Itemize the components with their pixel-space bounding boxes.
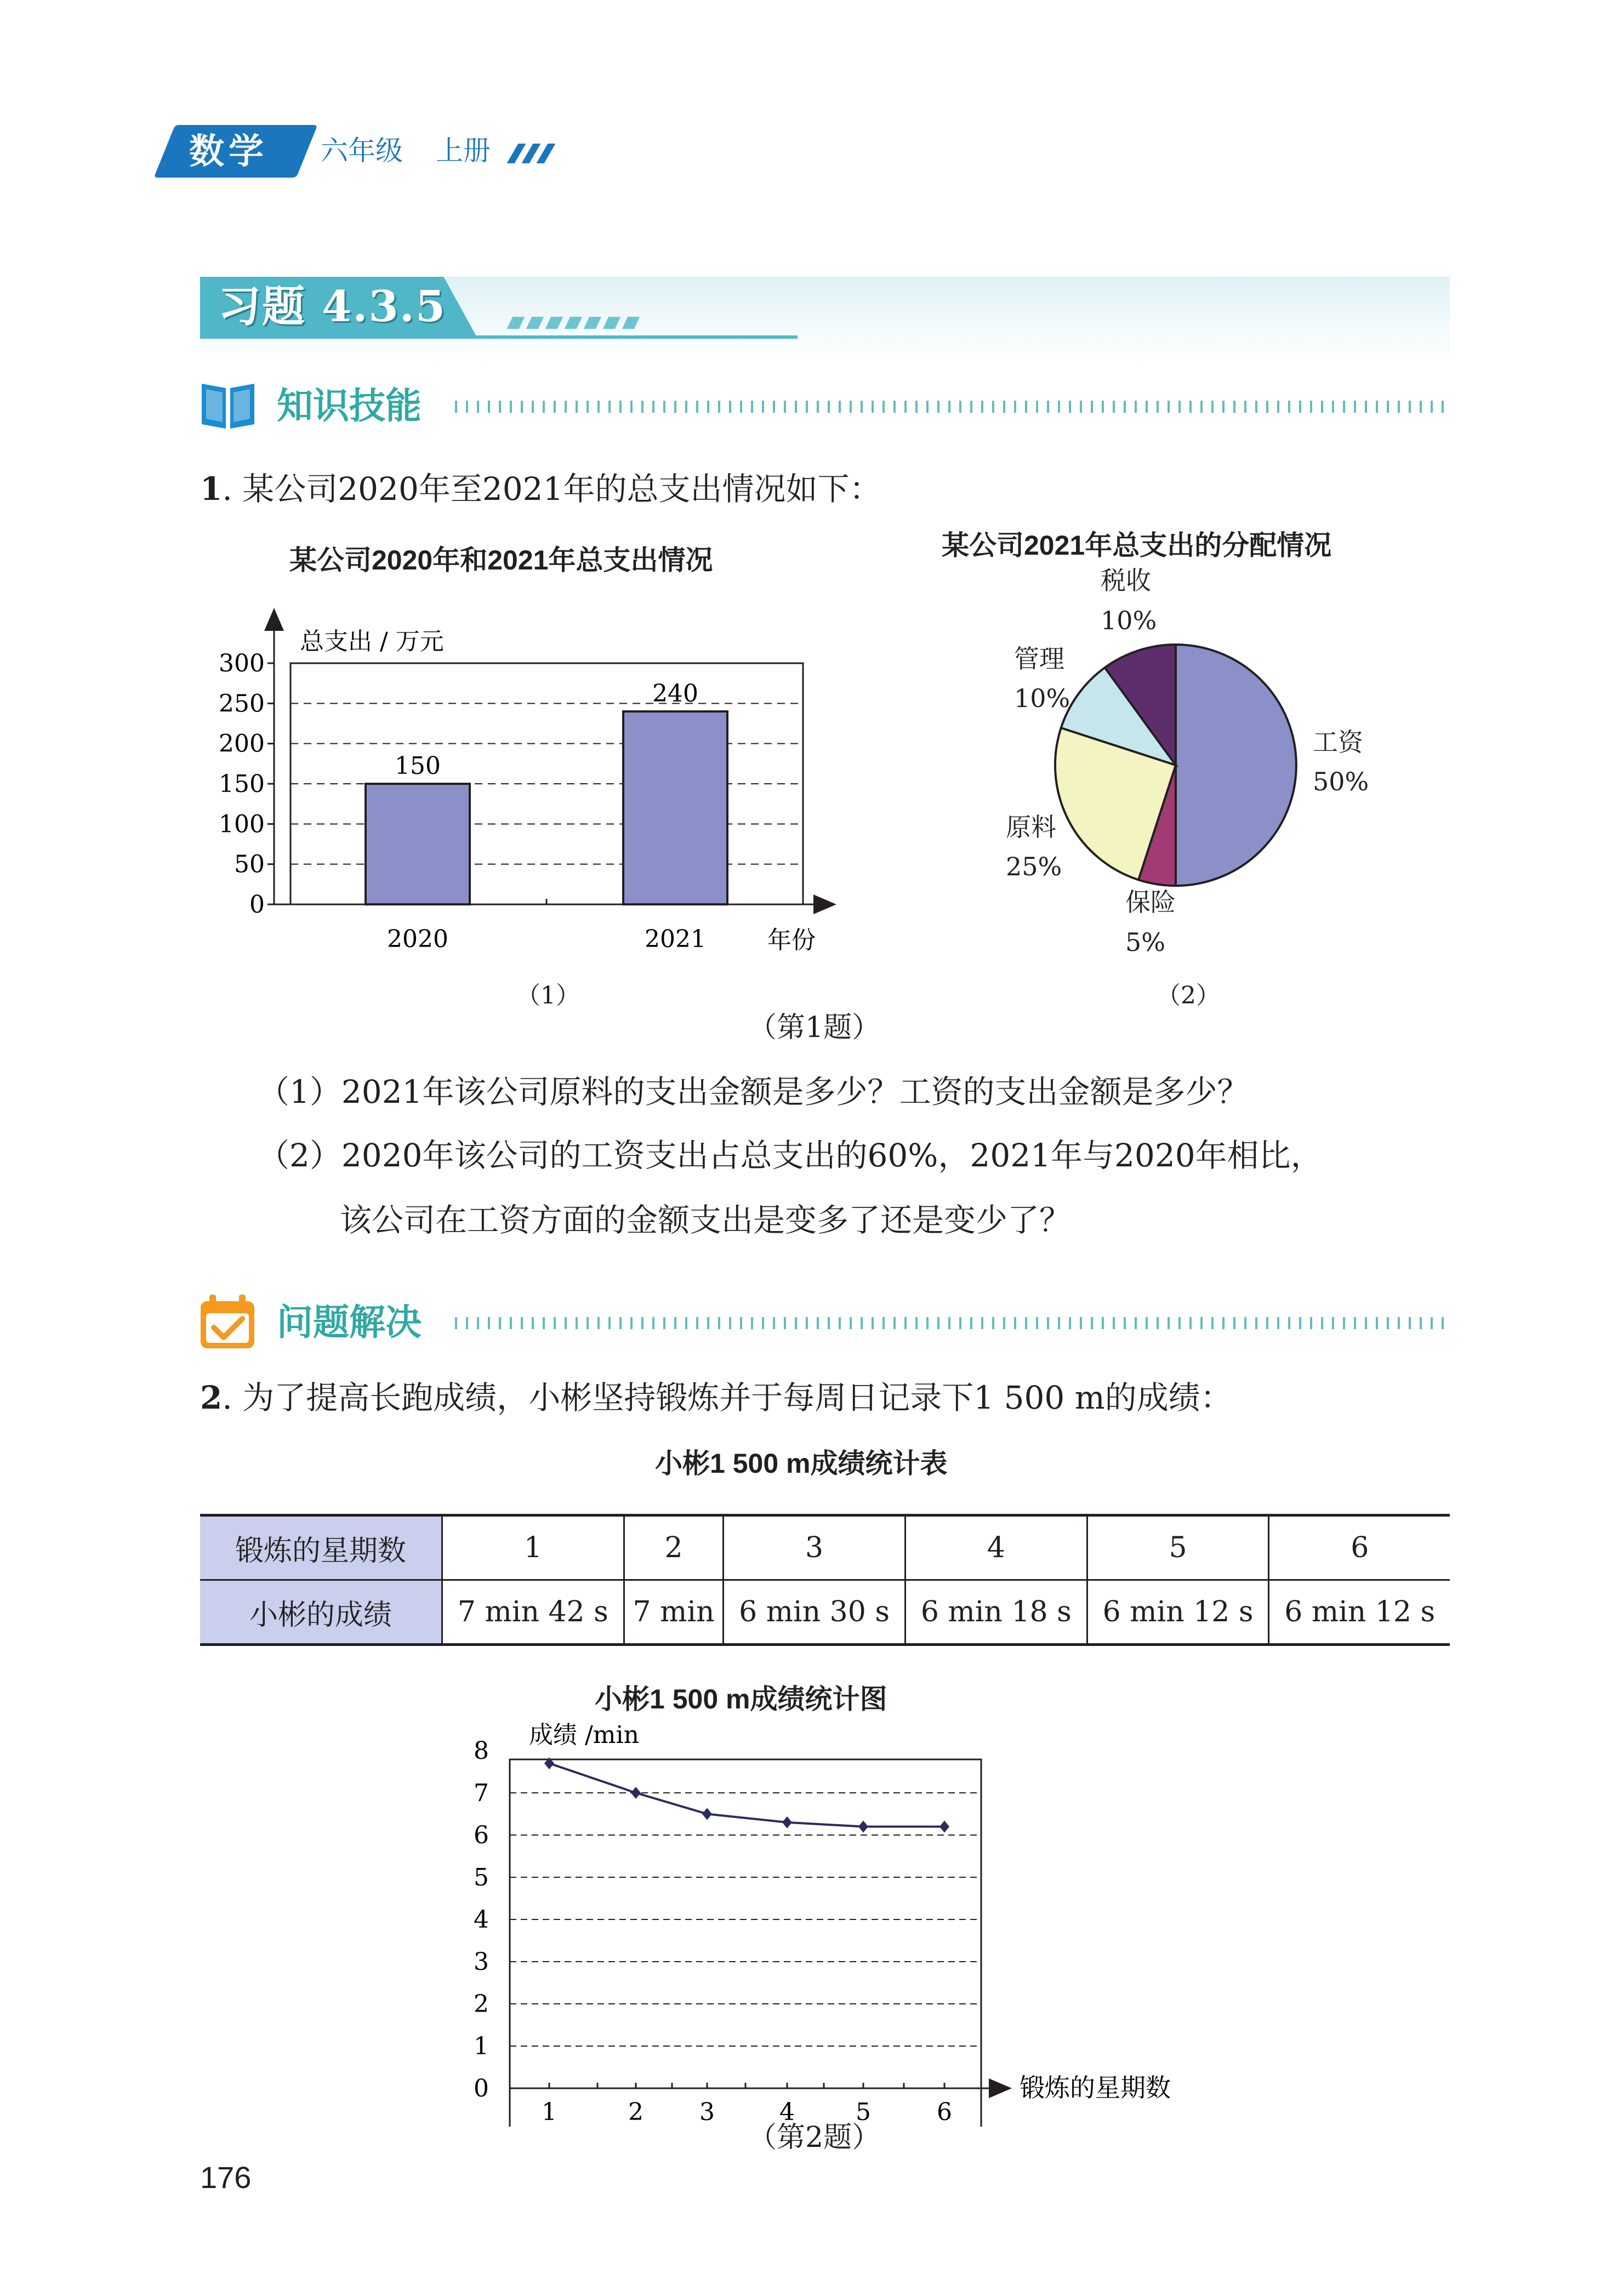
pie-chart-caption: （2）: [1157, 982, 1220, 1010]
table-cell: 4: [905, 1516, 1087, 1580]
problem-1-text: 某公司2020年至2021年的总支出情况如下：: [242, 470, 881, 508]
line-y-tick-label: 6: [474, 1821, 489, 1849]
book-icon: [198, 378, 258, 433]
pie-percent-insurance: 5%: [1125, 927, 1165, 957]
bar: [366, 784, 470, 904]
table-cell: 6 min 12 s: [1087, 1580, 1269, 1645]
line-chart-y-label: 成绩 /min: [529, 1721, 639, 1749]
line-chart-frame: [510, 1759, 981, 2127]
line-y-tick-label: 1: [474, 2032, 489, 2060]
pie-label-salary: 工资: [1313, 727, 1363, 757]
table-title: 小彬1 500 m成绩统计表: [655, 1448, 948, 1479]
exercise-title: 习题 4.3.5: [218, 282, 447, 332]
problem-number-dot: .: [222, 1379, 243, 1416]
problem-1-sub-1: （1）2021年该公司原料的支出金额是多少？工资的支出金额是多少？: [258, 1073, 1249, 1110]
line-y-tick-label: 2: [474, 1990, 489, 2018]
line-point: [939, 1821, 949, 1833]
bar-data-label: 240: [652, 680, 698, 708]
pie-label-management: 管理: [1014, 644, 1064, 674]
table-cell: 7 min 42 s: [442, 1580, 624, 1645]
pie-label-materials: 原料: [1006, 812, 1056, 842]
line-y-tick-label: 3: [474, 1948, 489, 1976]
table-cell: 6 min 18 s: [905, 1580, 1087, 1645]
header-slash-icon: [537, 144, 556, 163]
problem-1-figure-caption: （第1题）: [748, 1011, 881, 1044]
table-cell: 5: [1087, 1516, 1269, 1580]
bar-y-tick-label: 0: [249, 891, 265, 919]
table-cell: 6 min 12 s: [1269, 1580, 1450, 1645]
line-chart-x-label: 锻炼的星期数: [1020, 2073, 1171, 2103]
header-grade: 六年级: [321, 135, 403, 166]
pie-chart: [987, 559, 1370, 976]
table-cell: 3: [724, 1516, 906, 1580]
table-cell: 2: [624, 1516, 723, 1580]
pie-slice: [1176, 645, 1296, 886]
line-chart-gridlines: [510, 1793, 981, 2046]
section-divider: [455, 401, 1450, 413]
problem-number-dot: .: [222, 470, 243, 508]
problem-2-stem: [200, 1376, 1232, 1420]
line-point: [631, 1787, 641, 1799]
pie-label-tax: 税收: [1101, 566, 1151, 595]
bar-chart-x-label: 年份: [767, 926, 816, 954]
page-number: 176: [200, 2160, 252, 2195]
line-x-tick-label: 6: [937, 2098, 952, 2126]
table-row: [200, 1516, 1450, 1580]
pie-percent-materials: 25%: [1006, 852, 1062, 881]
line-y-tick-label: 8: [474, 1737, 489, 1765]
line-y-tick-label: 5: [474, 1864, 489, 1892]
problem-2-number: 2: [200, 1379, 223, 1416]
problem-2-figure-caption: （第2题）: [748, 2121, 881, 2154]
pie-percent-tax: 10%: [1101, 606, 1157, 635]
problem-1-stem: [200, 467, 881, 511]
bar-y-tick-label: 150: [219, 770, 265, 798]
pie-label-insurance: 保险: [1125, 887, 1176, 917]
bar-y-tick-label: 200: [219, 730, 265, 758]
header-volume: 上册: [436, 135, 491, 166]
bar-category-label: 2021: [645, 925, 706, 953]
section-title-knowledge: 知识技能: [277, 385, 422, 426]
calendar-check-icon: [198, 1294, 258, 1351]
pie-slices: [1055, 645, 1296, 886]
bar: [623, 711, 727, 904]
line-chart-x-ticks: [542, 2083, 952, 2126]
line-point: [858, 1821, 868, 1833]
line-point: [702, 1808, 712, 1820]
line-y-tick-label: 4: [474, 1906, 489, 1934]
pie-percent-management: 10%: [1014, 683, 1070, 713]
line-chart-y-ticks: [474, 1737, 489, 2103]
table-cell: 6 min 30 s: [724, 1580, 906, 1645]
line-y-tick-label: 0: [474, 2075, 489, 2103]
bar-chart: [200, 592, 858, 987]
line-point: [782, 1816, 792, 1828]
bar-chart-title: 某公司2020年和2021年总支出情况: [289, 545, 713, 576]
pie-chart-title: 某公司2021年总支出的分配情况: [942, 530, 1332, 561]
table-header-cell: 小彬的成绩: [200, 1580, 442, 1645]
line-series: [549, 1763, 944, 1827]
bar-category-label: 2020: [387, 925, 448, 953]
bar-chart-caption: （1）: [516, 982, 580, 1010]
pie-percent-salary: 50%: [1313, 767, 1369, 796]
line-x-tick-label: 3: [699, 2098, 715, 2126]
table-row: [200, 1580, 1450, 1645]
line-y-tick-label: 7: [474, 1779, 489, 1807]
bar-chart-bars: [366, 680, 727, 953]
table-cell: 7 min: [624, 1580, 723, 1645]
bar-y-tick-label: 100: [219, 810, 265, 839]
line-x-tick-label: 5: [856, 2098, 871, 2126]
problem-1-number: 1: [200, 470, 223, 508]
problem-1-sub-2-line-2: 该公司在工资方面的金额支出是变多了还是变少了？: [340, 1201, 1072, 1239]
bar-chart-y-ticks: [219, 650, 274, 919]
line-chart-title: 小彬1 500 m成绩统计图: [595, 1684, 887, 1714]
bar-y-tick-label: 50: [234, 850, 265, 879]
section-title-problem-solving: 问题解决: [277, 1302, 422, 1342]
line-chart-points: [544, 1757, 949, 1833]
line-chart: [455, 1710, 1255, 2127]
table-header-cell: 锻炼的星期数: [200, 1516, 442, 1580]
header-subject: 数学: [189, 132, 268, 171]
section-divider: [455, 1317, 1450, 1329]
table-cell: 6: [1269, 1516, 1450, 1580]
table-cell: 1: [442, 1516, 624, 1580]
line-x-tick-label: 4: [779, 2098, 795, 2126]
bar-data-label: 150: [395, 752, 441, 780]
score-table: [200, 1514, 1450, 1646]
problem-1-sub-2-line-1: （2）2020年该公司的工资支出占总支出的60%，2021年与2020年相比，: [258, 1137, 1323, 1174]
line-x-tick-label: 1: [542, 2098, 557, 2126]
bar-y-tick-label: 300: [219, 650, 265, 677]
line-x-tick-label: 2: [628, 2098, 643, 2126]
problem-2-text: 为了提高长跑成绩，小彬坚持锻炼并于每周日记录下1 500 m的成绩：: [242, 1379, 1232, 1416]
bar-y-tick-label: 250: [219, 690, 265, 718]
bar-chart-y-label: 总支出 / 万元: [300, 628, 444, 656]
